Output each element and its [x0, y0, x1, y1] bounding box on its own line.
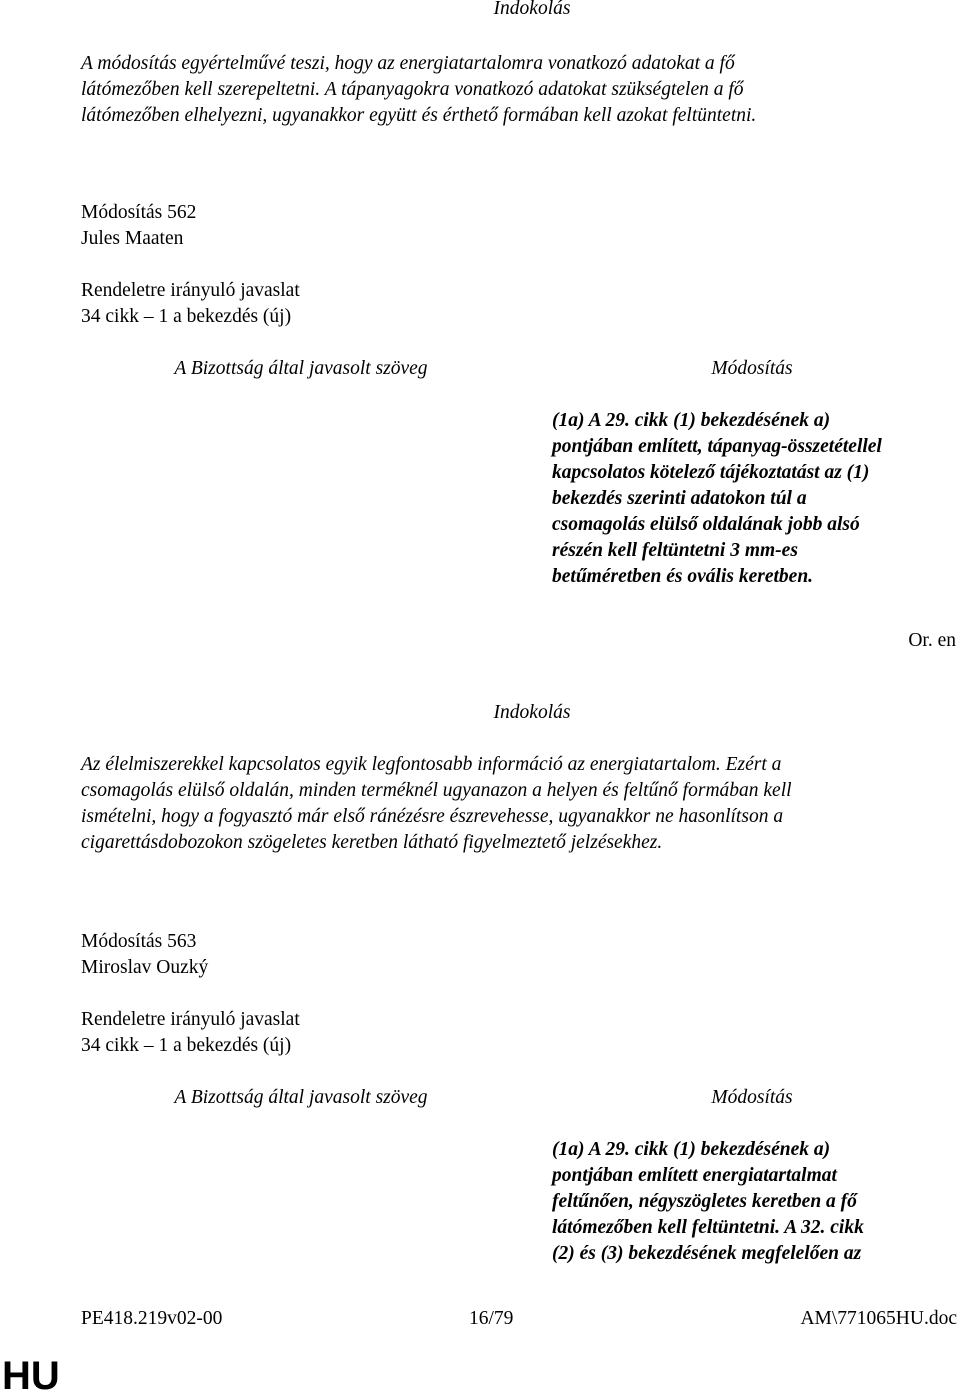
text-line: pontjában említett energiatartalmat	[552, 1165, 837, 1186]
justification-heading: Indokolás	[493, 702, 571, 723]
text-line: (2) és (3) bekezdésének megfelelően az	[552, 1243, 862, 1264]
amendment-562-reference	[81, 278, 941, 330]
document-filename: AM\771065HU.doc	[800, 1308, 957, 1329]
amendment-563-reference	[81, 1007, 941, 1059]
text-line: Az élelmiszerekkel kapcsolatos egyik legfontosabb információ az energiatartalom. Ezért a	[81, 754, 782, 775]
text-line: csomagolás elülső oldalán, minden terméknél ugyanazon a helyen és feltűnő formában kell	[81, 780, 792, 801]
text-line: betűméretben és ovális keretben.	[552, 566, 814, 587]
amendment-563-text	[552, 1137, 952, 1267]
page-footer	[81, 1306, 957, 1332]
text-line: pontjában említett, tápanyag-összetétellel	[552, 436, 882, 457]
commission-text-header: A Bizottság által javasolt szöveg	[174, 1087, 428, 1108]
amendment-562-header	[81, 200, 941, 252]
article-reference: 34 cikk – 1 a bekezdés (új)	[81, 1035, 292, 1056]
text-line: cigarettásdobozokon szögeletes keretben látható figyelmeztető jelzésekhez.	[81, 832, 663, 853]
amendment-header: Módosítás	[711, 358, 793, 379]
justification-text	[81, 752, 941, 856]
text-line: kapcsolatos kötelező tájékoztatást az (1)	[552, 462, 870, 483]
amendment-number: Módosítás 563	[81, 931, 197, 952]
page-number: 16/79	[469, 1308, 514, 1329]
text-line: részén kell feltüntetni 3 mm-es	[552, 540, 798, 561]
text-line: bekezdés szerinti adatokon túl a	[552, 488, 807, 509]
justification-text	[81, 51, 941, 129]
amendment-header: Módosítás	[711, 1087, 793, 1108]
amendment-number: Módosítás 562	[81, 202, 197, 223]
amendment-562-text	[552, 408, 952, 590]
text-line: látómezőben kell szerepeltetni. A tápanyagokra vonatkozó adatokat szükségtelen a fő	[81, 79, 744, 100]
original-language: Or. en	[908, 630, 956, 651]
text-line: (1a) A 29. cikk (1) bekezdésének a)	[552, 410, 831, 431]
document-reference: PE418.219v02-00	[81, 1308, 223, 1329]
text-line: látómezőben kell feltüntetni. A 32. cikk	[552, 1217, 864, 1238]
amendment-author: Jules Maaten	[81, 228, 184, 249]
proposal-title: Rendeletre irányuló javaslat	[81, 280, 300, 301]
text-line: csomagolás elülső oldalának jobb alsó	[552, 514, 860, 535]
proposal-title: Rendeletre irányuló javaslat	[81, 1009, 300, 1030]
text-line: ismételni, hogy a fogyasztó már első ránézésre észrevehesse, ugyanakkor ne hasonlítson a	[81, 806, 784, 827]
text-line: látómezőben elhelyezni, ugyanakkor együtt és érthető formában kell azokat feltüntetni.	[81, 105, 757, 126]
commission-text-header: A Bizottság által javasolt szöveg	[174, 358, 428, 379]
language-code: HU	[2, 1354, 60, 1398]
amendment-author: Miroslav Ouzký	[81, 957, 209, 978]
article-reference: 34 cikk – 1 a bekezdés (új)	[81, 306, 292, 327]
text-line: (1a) A 29. cikk (1) bekezdésének a)	[552, 1139, 831, 1160]
text-line: A módosítás egyértelművé teszi, hogy az energiatartalomra vonatkozó adatokat a fő	[81, 53, 735, 74]
amendment-563-header	[81, 929, 941, 981]
text-line: feltűnően, négyszögletes keretben a fő	[552, 1191, 857, 1212]
justification-heading: Indokolás	[493, 0, 571, 19]
